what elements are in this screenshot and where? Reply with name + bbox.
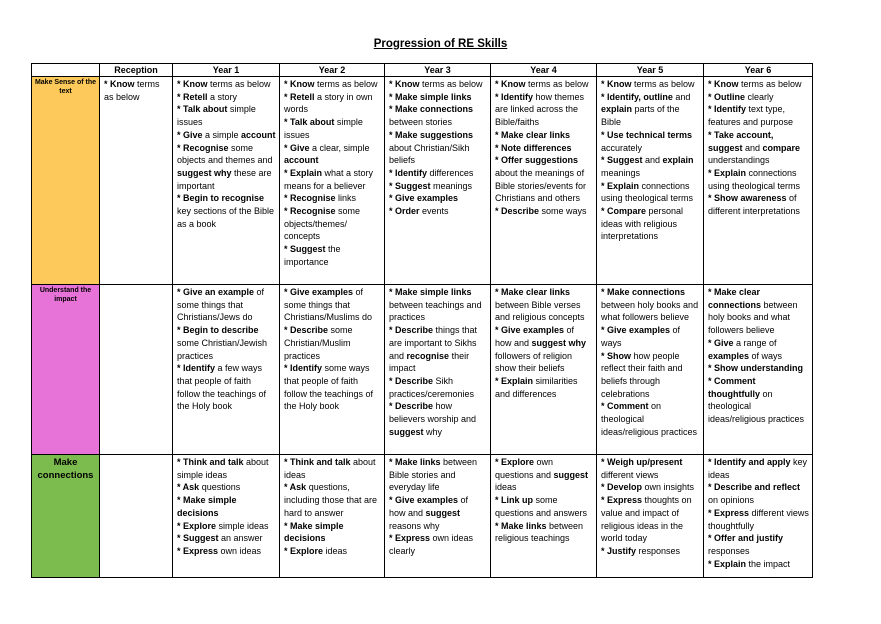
row-header-understand-impact: Understand the impact: [32, 285, 100, 455]
column-header-year-6: Year 6: [704, 64, 813, 77]
skill-item: * Begin to recognise key sections of the Bible as a book: [177, 193, 275, 229]
skill-item: * Think and talk about simple ideas: [177, 457, 269, 480]
skill-item: * Order events: [389, 206, 449, 217]
column-header-year-1: Year 1: [173, 64, 280, 77]
cell-understand-impact-year-5: [597, 285, 704, 455]
skill-item: * Identify and apply key ideas: [708, 457, 808, 480]
header-row: [32, 64, 813, 77]
cell-understand-impact-year-4: [491, 285, 597, 455]
skill-item: * Give a range of examples of ways: [708, 337, 783, 361]
skill-item: * Recognise some objects and themes and suggest why these are important: [177, 142, 273, 191]
skill-item: * Express different views thoughtfully: [708, 507, 809, 531]
skill-item: * Know terms as below: [284, 79, 378, 89]
skill-item: * Recognise some objects/themes/ concepts: [284, 206, 361, 242]
skill-item: * Describe some ways: [495, 206, 587, 217]
skill-item: * Give examples of ways: [601, 325, 681, 348]
skill-item: * Identify text type, features and purpose: [708, 104, 794, 128]
skill-item: * Talk about simple issues: [284, 117, 363, 140]
skill-item: * Make connections between stories: [389, 104, 474, 128]
cell-make-connections-reception: [100, 455, 173, 578]
skill-item: * Make connections between holy books and what followers believe: [601, 287, 699, 323]
skill-item: * Identify a few ways that people of faith follow the teachings of the Holy book: [177, 363, 267, 412]
skill-item: * Think and talk about ideas: [284, 457, 376, 480]
skill-item: * Give examples: [389, 193, 459, 204]
skill-item: * Give a simple account: [177, 129, 276, 140]
skill-item: * Explain connections using theological terms: [601, 180, 694, 204]
skill-item: * Know terms as below: [601, 79, 695, 89]
skill-item: * Make clear links: [495, 129, 571, 140]
skill-item: * Identify, outline and explain parts of the Bible: [601, 91, 691, 128]
skill-item: * Know terms as below: [708, 79, 802, 89]
skill-item: * Retell a story: [177, 91, 238, 102]
skill-item: * Describe how believers worship and suggest why: [389, 401, 477, 437]
skill-item: * Compare personal ideas with religious interpretations: [601, 206, 684, 242]
skill-item: * Link up some questions and answers: [495, 495, 588, 518]
skill-item: * Make clear links between Bible verses and religious concepts: [495, 287, 585, 323]
progression-table: [31, 63, 813, 578]
skill-item: * Suggest an answer: [177, 533, 263, 544]
skill-item: * Show understanding: [708, 363, 804, 374]
skill-item: * Describe and reflect on opinions: [708, 482, 801, 506]
page-title: Progression of RE Skills: [373, 38, 508, 50]
skill-item: * Give a clear, simple account: [284, 142, 370, 166]
skill-item: * Know terms as below: [104, 79, 160, 102]
skill-item: * Offer and justify responses: [708, 533, 784, 556]
cell-make-connections-year-2: [280, 455, 385, 578]
skill-item: * Explain connections using theological terms: [708, 167, 801, 191]
skill-item: * Begin to describe some Christian/Jewish practices: [177, 325, 268, 361]
skill-item: * Explain the impact: [708, 558, 791, 569]
skill-item: * Note differences: [495, 142, 572, 153]
skill-item: * Weigh up/present different views: [601, 457, 683, 480]
cell-make-connections-year-1: [173, 455, 280, 578]
skill-item: * Show awareness of different interpretations: [708, 193, 800, 217]
cell-understand-impact-year-6: [704, 285, 813, 455]
cell-understand-impact-year-1: [173, 285, 280, 455]
skill-item: * Retell a story in own words: [284, 91, 373, 115]
cell-make-sense-year-6: [704, 77, 813, 285]
skill-item: * Suggest and explain meanings: [601, 155, 694, 178]
cell-make-connections-year-5: [597, 455, 704, 578]
skill-item: * Identify some ways that people of faith follow the teachings of the Holy book: [284, 363, 374, 412]
skill-item: * Know terms as below: [177, 79, 271, 89]
row-header-make-connections: Make connections: [32, 455, 100, 578]
skill-item: * Give an example of some things that Christians/Jews do: [177, 287, 265, 323]
cell-make-sense-year-3: [385, 77, 491, 285]
cell-make-connections-year-4: [491, 455, 597, 578]
skill-item: * Comment thoughtfully on theological ideas/religious practices: [708, 375, 805, 425]
skill-item: * Know terms as below: [389, 79, 483, 89]
table-row-make-sense: [32, 77, 813, 285]
column-header-year-3: Year 3: [385, 64, 491, 77]
cell-make-connections-year-6: [704, 455, 813, 578]
skill-item: * Recognise links: [284, 193, 357, 204]
skill-item: * Give examples of how and suggest why followers of religion show their beliefs: [495, 325, 587, 374]
skill-item: * Express own ideas: [177, 545, 262, 556]
skill-item: * Give examples of some things that Christians/Muslims do: [284, 287, 373, 323]
skill-item: * Make simple decisions: [284, 520, 344, 544]
skill-item: * Use technical terms accurately: [601, 129, 693, 153]
skill-item: * Describe some Christian/Muslim practices: [284, 325, 353, 361]
skill-item: * Justify responses: [601, 545, 681, 556]
skill-item: * Know terms as below: [495, 79, 589, 89]
skill-item: * Make simple decisions: [177, 495, 237, 518]
skill-item: * Explain what a story means for a believer: [284, 167, 374, 191]
cell-understand-impact-year-3: [385, 285, 491, 455]
table-row-understand-impact: [32, 285, 813, 455]
corner-cell: [32, 64, 100, 77]
skill-item: * Make links between religious teachings: [495, 520, 584, 544]
cell-make-connections-year-3: [385, 455, 491, 578]
column-header-reception: Reception: [100, 64, 173, 77]
skill-item: * Express thoughts on value and impact of religious ideas in the world today: [601, 495, 692, 544]
skill-item: * Identify how themes are linked across the Bible/faiths: [495, 91, 585, 128]
skill-item: * Explain similarities and differences: [495, 375, 578, 399]
skill-item: * Give examples of how and suggest reasons why: [389, 495, 469, 531]
skill-item: * Make simple links: [389, 91, 472, 102]
skill-item: * Express own ideas clearly: [389, 533, 474, 556]
skill-item: * Make simple links between teachings and practices: [389, 287, 482, 323]
cell-make-sense-year-1: [173, 77, 280, 285]
skill-item: * Make suggestions about Christian/Sikh beliefs: [389, 129, 474, 166]
skill-item: * Make clear connections between holy books and what followers believe: [708, 287, 798, 336]
skill-item: * Show how people reflect their faith and beliefs through celebrations: [601, 350, 683, 399]
cell-make-sense-year-4: [491, 77, 597, 285]
skill-item: * Describe Sikh practices/ceremonies: [389, 375, 475, 399]
row-header-make-sense: Make Sense of the text: [32, 77, 100, 285]
skill-item: * Develop own insights: [601, 482, 695, 493]
skill-item: * Outline clearly: [708, 91, 774, 102]
skill-item: * Ask questions: [177, 482, 241, 493]
skill-item: * Talk about simple issues: [177, 104, 256, 128]
cell-make-sense-reception: [100, 77, 173, 285]
skill-item: * Explore own questions and suggest ideas: [495, 457, 589, 493]
skill-item: * Suggest the importance: [284, 244, 341, 267]
table-row-make-connections: [32, 455, 813, 578]
column-header-year-4: Year 4: [491, 64, 597, 77]
cell-make-sense-year-5: [597, 77, 704, 285]
skill-item: * Offer suggestions about the meanings of Bible stories/events for Christians and others: [495, 155, 587, 204]
column-header-year-2: Year 2: [280, 64, 385, 77]
skill-item: * Comment on theological ideas/religious practices: [601, 401, 698, 437]
cell-make-sense-year-2: [280, 77, 385, 285]
skill-item: * Identify differences: [389, 167, 474, 178]
column-header-year-5: Year 5: [597, 64, 704, 77]
skill-item: * Ask questions, including those that are hard to answer: [284, 482, 378, 518]
skill-item: * Take account, suggest and compare understandings: [708, 129, 801, 166]
cell-understand-impact-reception: [100, 285, 173, 455]
skill-item: * Describe things that are important to Sikhs and recognise their impact: [389, 325, 478, 374]
cell-understand-impact-year-2: [280, 285, 385, 455]
skill-item: * Explore simple ideas: [177, 520, 269, 531]
skill-item: * Explore ideas: [284, 545, 348, 556]
skill-item: * Make links between Bible stories and everyday life: [389, 457, 478, 493]
skill-item: * Suggest meanings: [389, 180, 473, 191]
